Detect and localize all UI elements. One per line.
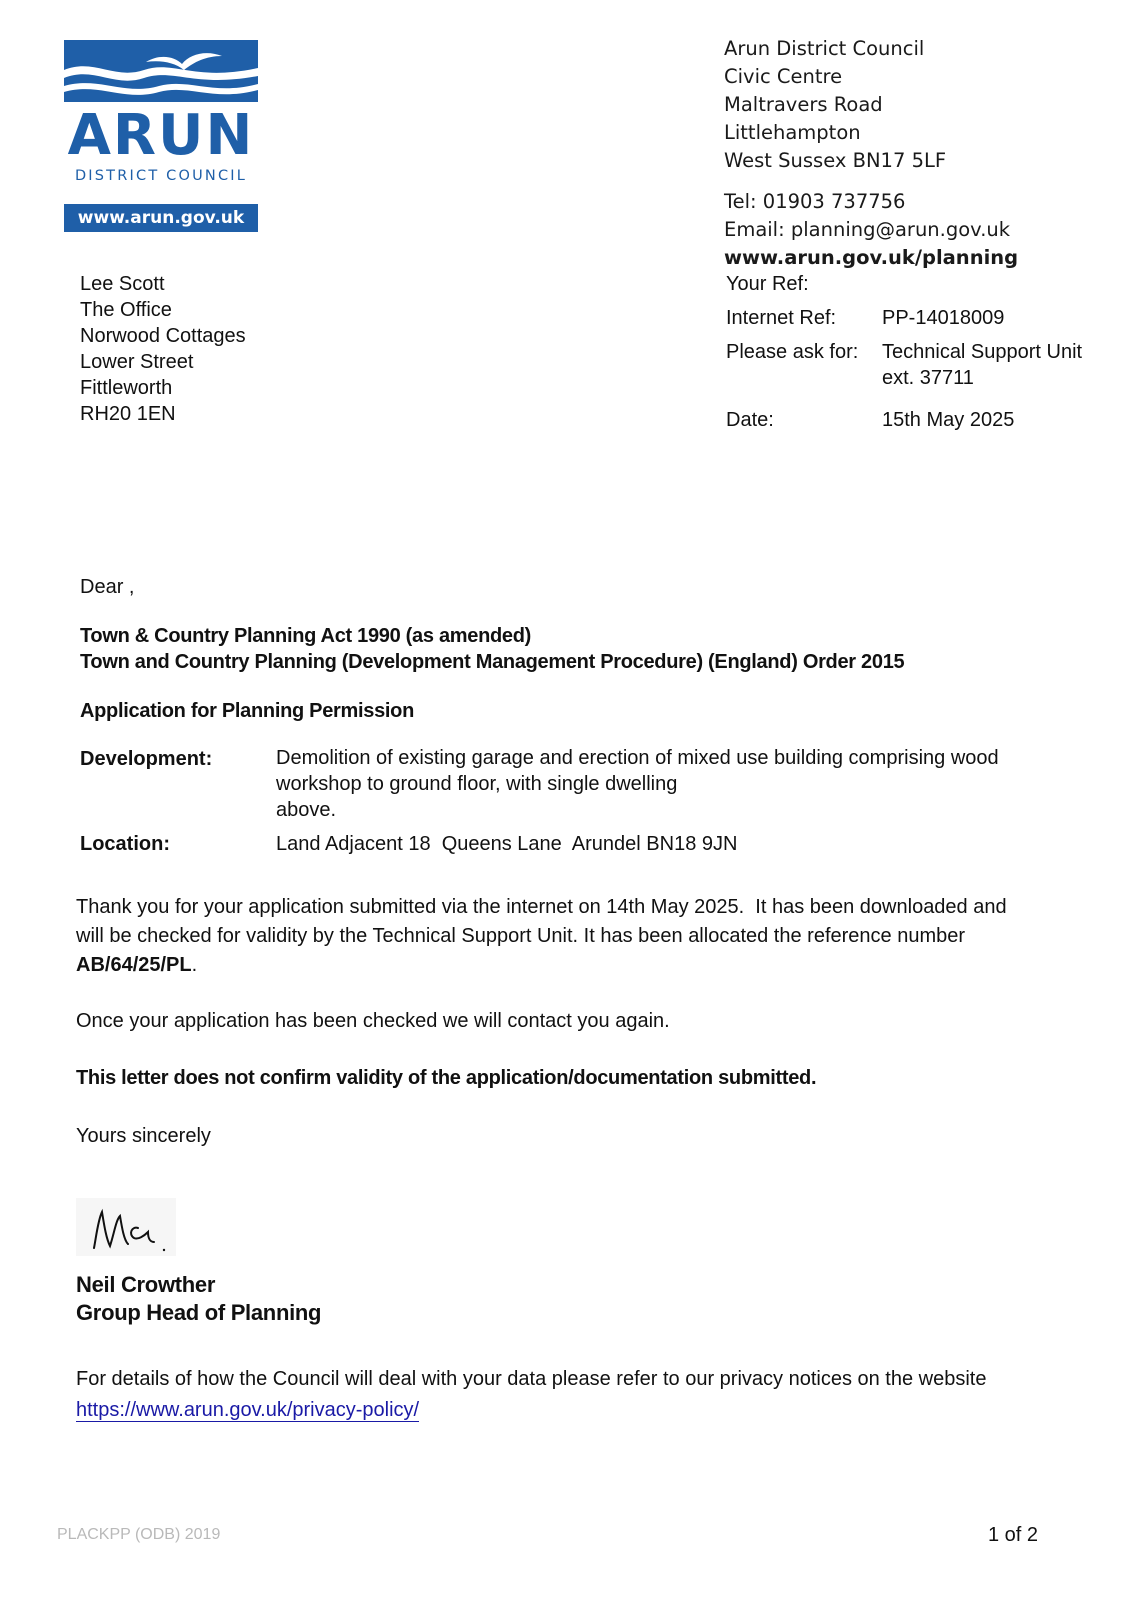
logo-url: www.arun.gov.uk [64,204,258,232]
date-label: Date: [726,409,774,431]
logo-subtitle: DISTRICT COUNCIL [74,168,248,184]
paragraph-line: will be checked for validity by the Technical Support Unit. It has been allocated the reference number [76,925,966,947]
recipient-line: Lee Scott [80,273,165,295]
application-type: Application for Planning Permission [80,700,414,722]
internet-ref-label: Internet Ref: [726,307,837,329]
ask-for-label: Please ask for: [726,341,859,363]
council-address-line: Civic Centre [724,65,843,88]
salutation: Dear , [80,576,135,598]
validity-notice: This letter does not confirm validity of the application/documentation submitted. [76,1067,817,1089]
logo-wave-banner [64,40,258,102]
recipient-line: Lower Street [80,351,194,373]
date-value: 15th May 2025 [882,409,1015,431]
signatory-name: Neil Crowther [76,1272,216,1297]
signatory-title: Group Head of Planning [76,1300,322,1325]
recipient-address [80,271,246,427]
sentence-end: . [191,954,198,976]
form-code: PLACKPP (ODB) 2019 [57,1526,221,1543]
seagull-waves-icon [64,40,258,102]
handwritten-signature [76,1198,176,1256]
council-address-line: Arun District Council [724,37,925,60]
recipient-line: Fittleworth [80,377,173,399]
council-address-line: West Sussex BN17 5LF [724,149,947,172]
privacy-link-line [76,1396,419,1424]
internet-ref-value: PP-14018009 [882,307,1005,329]
council-logo [64,40,258,232]
page-number: 1 of 2 [988,1524,1039,1546]
closing: Yours sincerely [76,1125,211,1147]
council-address-line: Maltravers Road [724,93,883,116]
development-line: Demolition of existing garage and erection of mixed use building comprising wood [276,747,999,769]
council-email: Email: planning@arun.gov.uk [724,218,1011,241]
ask-for-value: Technical Support Unit [882,341,1083,363]
development-line: workshop to ground floor, with single dwelling [276,773,678,795]
follow-up-paragraph: Once your application has been checked we will contact you again. [76,1010,670,1032]
privacy-notice: For details of how the Council will deal with your data please refer to our privacy notices on the website [76,1368,987,1390]
reference-number: AB/64/25/PL [76,954,192,976]
privacy-policy-link[interactable]: https://www.arun.gov.uk/privacy-policy/ [76,1399,420,1421]
recipient-line: Norwood Cottages [80,325,246,347]
council-address-line: Littlehampton [724,121,861,144]
development-label: Development: [80,748,213,770]
council-contact [724,188,1018,272]
council-address [724,35,946,175]
act-heading: Town & Country Planning Act 1990 (as amended) [80,625,532,647]
reference-number-line [76,951,197,979]
paragraph-line: Thank you for your application submitted via the internet on 14th May 2025. It has been downloaded and [76,896,1007,918]
logo-wordmark: ARUN [67,103,255,168]
location-label: Location: [80,833,170,855]
council-website: www.arun.gov.uk/planning [724,246,1019,269]
your-ref-label: Your Ref: [726,273,809,295]
council-telephone: Tel: 01903 737756 [724,190,906,213]
recipient-line: RH20 1EN [80,403,176,425]
development-description [276,745,999,823]
development-line: above. [276,799,337,821]
location-value: Land Adjacent 18 Queens Lane Arundel BN18 9JN [276,833,738,855]
ask-for-extension: ext. 37711 [882,367,974,389]
recipient-line: The Office [80,299,172,321]
order-heading: Town and Country Planning (Development Management Procedure) (England) Order 2015 [80,651,905,673]
